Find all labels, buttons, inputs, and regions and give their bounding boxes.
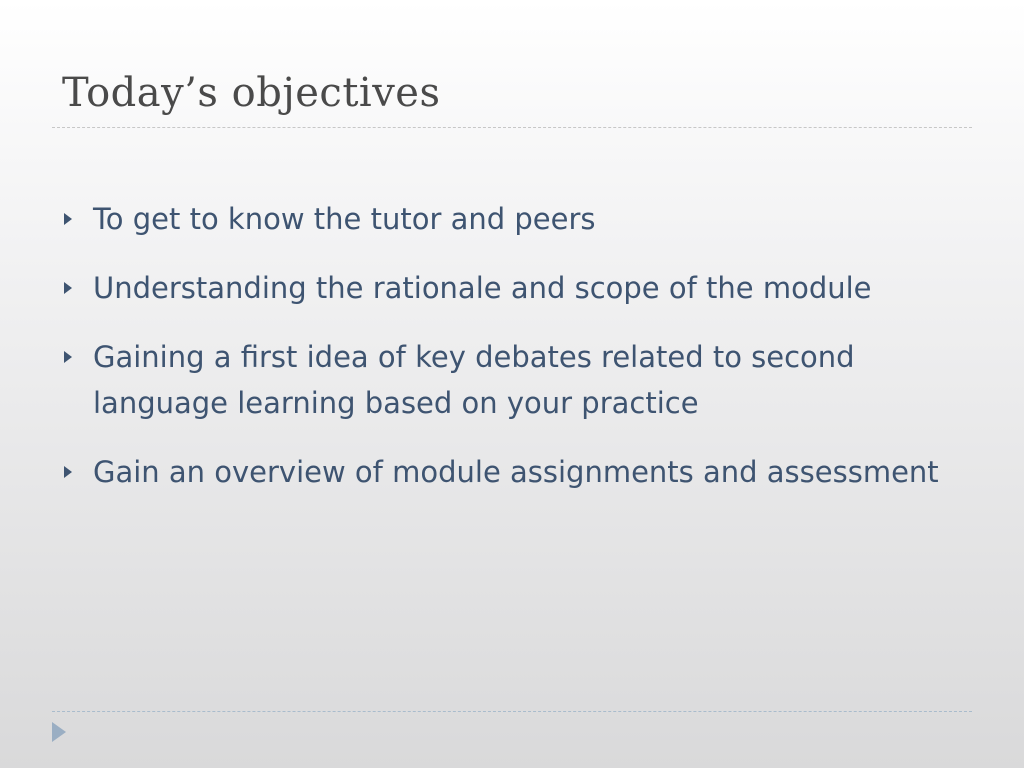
bullet-list xyxy=(62,196,962,518)
bullet-text: Gaining a first idea of key debates related to second language learning based on your practice xyxy=(93,340,855,420)
triangle-right-icon xyxy=(64,466,72,478)
slide-title: Today’s objectives xyxy=(62,70,441,116)
bullet-text: To get to know the tutor and peers xyxy=(93,202,596,236)
bullet-text: Gain an overview of module assignments and assessment xyxy=(93,455,939,489)
bullet-item xyxy=(62,449,962,495)
bullet-item xyxy=(62,265,962,311)
title-divider xyxy=(52,127,972,128)
triangle-right-icon xyxy=(64,213,72,225)
bullet-item xyxy=(62,334,962,426)
footer-divider xyxy=(52,711,972,712)
bullet-text: Understanding the rationale and scope of the module xyxy=(93,271,872,305)
triangle-right-icon xyxy=(64,282,72,294)
triangle-right-icon xyxy=(64,351,72,363)
triangle-right-icon xyxy=(52,722,66,742)
bullet-item xyxy=(62,196,962,242)
